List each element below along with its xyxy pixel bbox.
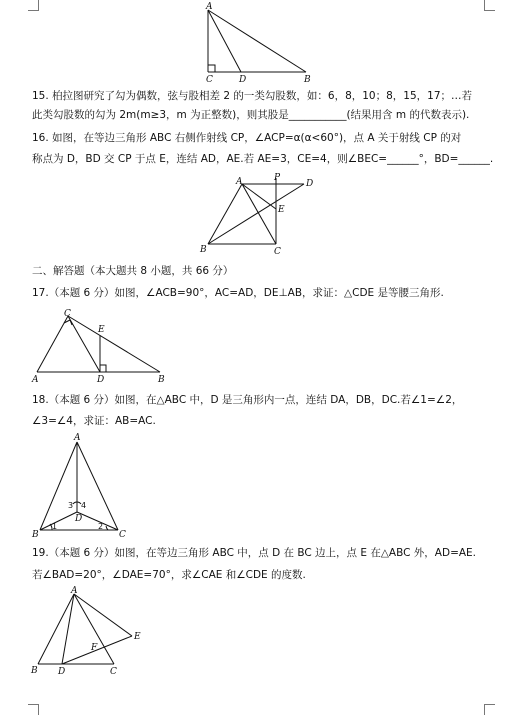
figure-right-triangle bbox=[190, 0, 330, 86]
q16-line2: 称点为 D，BD 交 CP 于点 E，连结 AD，AE.若 AE=3，CE=4，则∠BEC=______°，BD=______. bbox=[32, 153, 494, 165]
q17-text: 17.（本题 6 分）如图，∠ACB=90°，AC=AD，DE⊥AB，求证：△CDE 是等腰三角形. bbox=[32, 287, 444, 299]
label-B: B bbox=[31, 666, 38, 676]
corner-mark-bottom-left bbox=[28, 704, 39, 715]
q16-line1: 16. 如图，在等边三角形 ABC 右侧作射线 CP，∠ACP=α(α<60°)，点 A 关于射线 CP 的对 bbox=[32, 132, 462, 144]
corner-mark-top-left bbox=[28, 0, 39, 11]
label-E: E bbox=[98, 325, 105, 335]
q18-line2: ∠3=∠4，求证：AB=AC. bbox=[32, 415, 156, 427]
label-E: E bbox=[278, 205, 285, 215]
label-B: B bbox=[200, 245, 207, 255]
q19-line2: 若∠BAD=20°，∠DAE=70°，求∠CAE 和∠CDE 的度数. bbox=[32, 569, 306, 581]
label-D: D bbox=[75, 514, 83, 524]
section-title: 二、解答题（本大题共 8 小题，共 66 分） bbox=[32, 265, 234, 277]
label-C: C bbox=[110, 667, 117, 677]
label-B: B bbox=[32, 530, 39, 540]
label-A: A bbox=[71, 586, 78, 596]
angle-4: 4 bbox=[81, 501, 87, 510]
label-P: P bbox=[274, 173, 281, 183]
label-D: D bbox=[58, 667, 66, 677]
figure-q16 bbox=[196, 172, 322, 258]
label-C: C bbox=[64, 309, 71, 319]
figure-q18 bbox=[30, 432, 130, 544]
corner-mark-bottom-right bbox=[484, 704, 495, 715]
label-C: C bbox=[274, 247, 281, 257]
label-F: F bbox=[91, 643, 98, 653]
figure-q17 bbox=[30, 306, 170, 386]
q15-line1: 15. 柏拉图研究了勾为偶数，弦与股相差 2 的一类勾股数，如：6，8，10；8，15，17；…若 bbox=[32, 90, 473, 102]
label-D: D bbox=[306, 179, 314, 189]
q19-line1: 19.（本题 6 分）如图，在等边三角形 ABC 中，点 D 在 BC 边上，点 E 在△ABC 外，AD=AE. bbox=[32, 547, 477, 559]
label-E: E bbox=[134, 632, 141, 642]
label-D: D bbox=[97, 375, 105, 385]
label-A: A bbox=[74, 433, 81, 443]
figure-q19 bbox=[28, 584, 158, 680]
q18-line1: 18.（本题 6 分）如图，在△ABC 中，D 是三角形内一点，连结 DA，DB，DC.若∠1=∠2， bbox=[32, 394, 463, 406]
label-B: B bbox=[158, 375, 165, 385]
angle-3: 3 bbox=[68, 501, 74, 510]
label-C: C bbox=[206, 75, 213, 85]
label-A: A bbox=[206, 2, 213, 12]
label-C: C bbox=[119, 530, 126, 540]
angle-2: 2 bbox=[98, 522, 104, 531]
label-A: A bbox=[32, 375, 39, 385]
label-B: B bbox=[304, 75, 311, 85]
q15-line2: 此类勾股数的勾为 2m(m≥3，m 为正整数)，则其股是___________(结果用含 m 的代数表示). bbox=[32, 109, 470, 121]
corner-mark-top-right bbox=[484, 0, 495, 11]
label-D: D bbox=[239, 75, 247, 85]
label-A: A bbox=[236, 177, 243, 187]
angle-1: 1 bbox=[52, 522, 58, 531]
